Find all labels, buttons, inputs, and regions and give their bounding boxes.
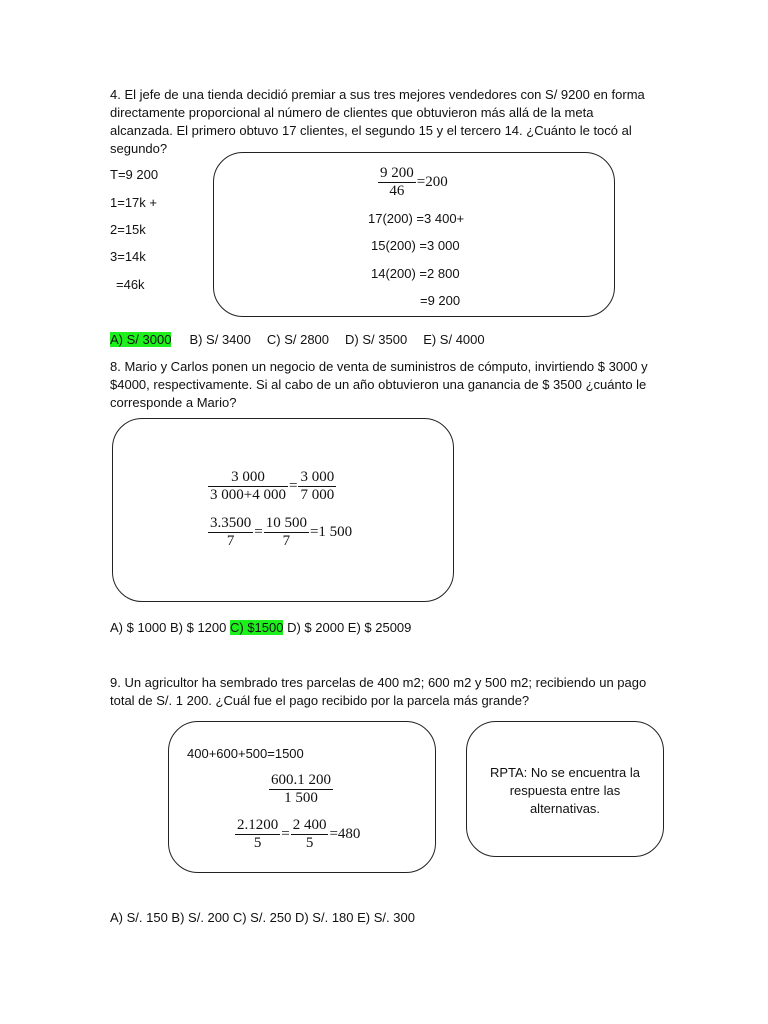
q9-eq2-denominator-1: 5: [253, 835, 262, 851]
q4-fraction-numerator: 9 200: [380, 165, 414, 181]
q9-eq2-right-fraction: [291, 817, 329, 852]
q9-fraction-1: [269, 772, 333, 807]
q4-solution-box: [213, 152, 615, 317]
q8-eq2-right-fraction: [264, 515, 309, 550]
q4-work-first: 1=17k +: [110, 195, 157, 210]
q8-question-text: 8. Mario y Carlos ponen un negocio de venta de suministros de cómputo, invirtiendo $ 3000 y $4000, respectivamente. Si al cabo de un año obtuvieron una ganancia de $ 3500 ¿cuánto le corresponde a Mario?: [110, 359, 648, 410]
q8-eq2-numerator-1: 3.3500: [210, 515, 252, 531]
q4-option-d: D) S/ 3500: [345, 332, 408, 347]
q8-eq1-numerator-1: 3 000: [208, 469, 288, 487]
q9-answer-note: RPTA: No se encuentra la respuesta entre las alternativas.: [489, 765, 641, 816]
q4-option-b: B) S/ 3400: [189, 332, 251, 347]
q9-fraction-1-numerator: 600.1 200: [271, 772, 331, 788]
q8-eq2-denominator-2: 7: [282, 533, 291, 549]
q4-box-line-3: 14(200) =2 800: [371, 266, 460, 281]
q4-options: [110, 332, 485, 348]
q9-eq2-numerator-2: 2 400: [292, 817, 327, 833]
q8-eq2-denominator-1: 7: [226, 533, 235, 549]
q9-equation-2: [235, 817, 361, 852]
q8-option-c-highlighted: C) $1500: [229, 620, 284, 635]
q9-eq2-result: =480: [329, 826, 361, 842]
q8-eq1-right-fraction: [298, 469, 336, 504]
q4-fraction-denominator: 46: [389, 183, 405, 199]
q9-solution-box: [168, 721, 436, 873]
q8-eq1-numerator-2: 3 000: [300, 469, 335, 485]
q8-eq2-equals: =: [254, 524, 263, 540]
q9-answer-note-box: [466, 721, 664, 857]
q8-eq1-equals: =: [288, 478, 298, 494]
q4-fraction-part: [378, 165, 416, 200]
q9-options: A) S/. 150 B) S/. 200 C) S/. 250 D) S/. 180 E) S/. 300: [110, 910, 415, 925]
q4-fraction-result: =200: [416, 174, 448, 190]
q8-eq2-result: =1 500: [309, 524, 353, 540]
q4-question-text: 4. El jefe de una tienda decidió premiar a sus tres mejores vendedores con S/ 9200 en forma directamente proporcional al número de clientes que obtuvieron más allá de la meta alcanzada. El primero obtuvo 17 clientes, el segundo 15 y el tercero 14. ¿Cuánto le tocó al segundo?: [110, 87, 645, 156]
q8-eq1-denominator-2: 7 000: [300, 487, 335, 503]
q8-options-after: D) $ 2000 E) $ 25009: [283, 620, 412, 635]
q8-options: [110, 620, 411, 636]
q9-eq2-left-fraction: [235, 817, 280, 852]
q9-eq2-denominator-2: 5: [305, 835, 314, 851]
q8-eq2-numerator-2: 10 500: [265, 515, 307, 531]
q9-question-text: 9. Un agricultor ha sembrado tres parcelas de 400 m2; 600 m2 y 500 m2; recibiendo un pago total de S/. 1 200. ¿Cuál fue el pago recibido por la parcela más grande?: [110, 675, 647, 708]
q4-box-line-4: =9 200: [420, 293, 461, 308]
q8-solution-box: [112, 418, 454, 602]
q9-fraction-1-denominator: 1 500: [284, 790, 318, 806]
q8-eq1-left-fraction: [208, 469, 288, 504]
q8-eq2-left-fraction: [208, 515, 253, 550]
q9-area-sum: 400+600+500=1500: [187, 746, 304, 761]
q4-work-total: T=9 200: [110, 167, 159, 182]
q4-box-line-1: 17(200) =3 400+: [368, 211, 465, 226]
q4-fraction: [378, 165, 449, 200]
q8-eq1-denominator-1: 3 000+4 000: [210, 487, 286, 503]
q4-work-third: 3=14k: [110, 249, 146, 264]
q4-option-e: E) S/ 4000: [423, 332, 485, 347]
q8-equation-2: [208, 515, 353, 550]
q4-box-line-2: 15(200) =3 000: [371, 238, 460, 253]
q4-option-c: C) S/ 2800: [266, 332, 330, 347]
q9-eq2-numerator-1: 2.1200: [237, 817, 279, 833]
q8-equation-1: [208, 469, 336, 504]
q4-work-second: 2=15k: [110, 222, 146, 237]
q9-eq2-equals: =: [281, 826, 290, 842]
q4-work-sum: =46k: [116, 277, 145, 292]
q8-options-before: A) $ 1000 B) $ 1200: [110, 620, 230, 635]
q4-option-a: A) S/ 3000: [110, 332, 172, 347]
q9-fraction-1-part: [269, 772, 333, 807]
